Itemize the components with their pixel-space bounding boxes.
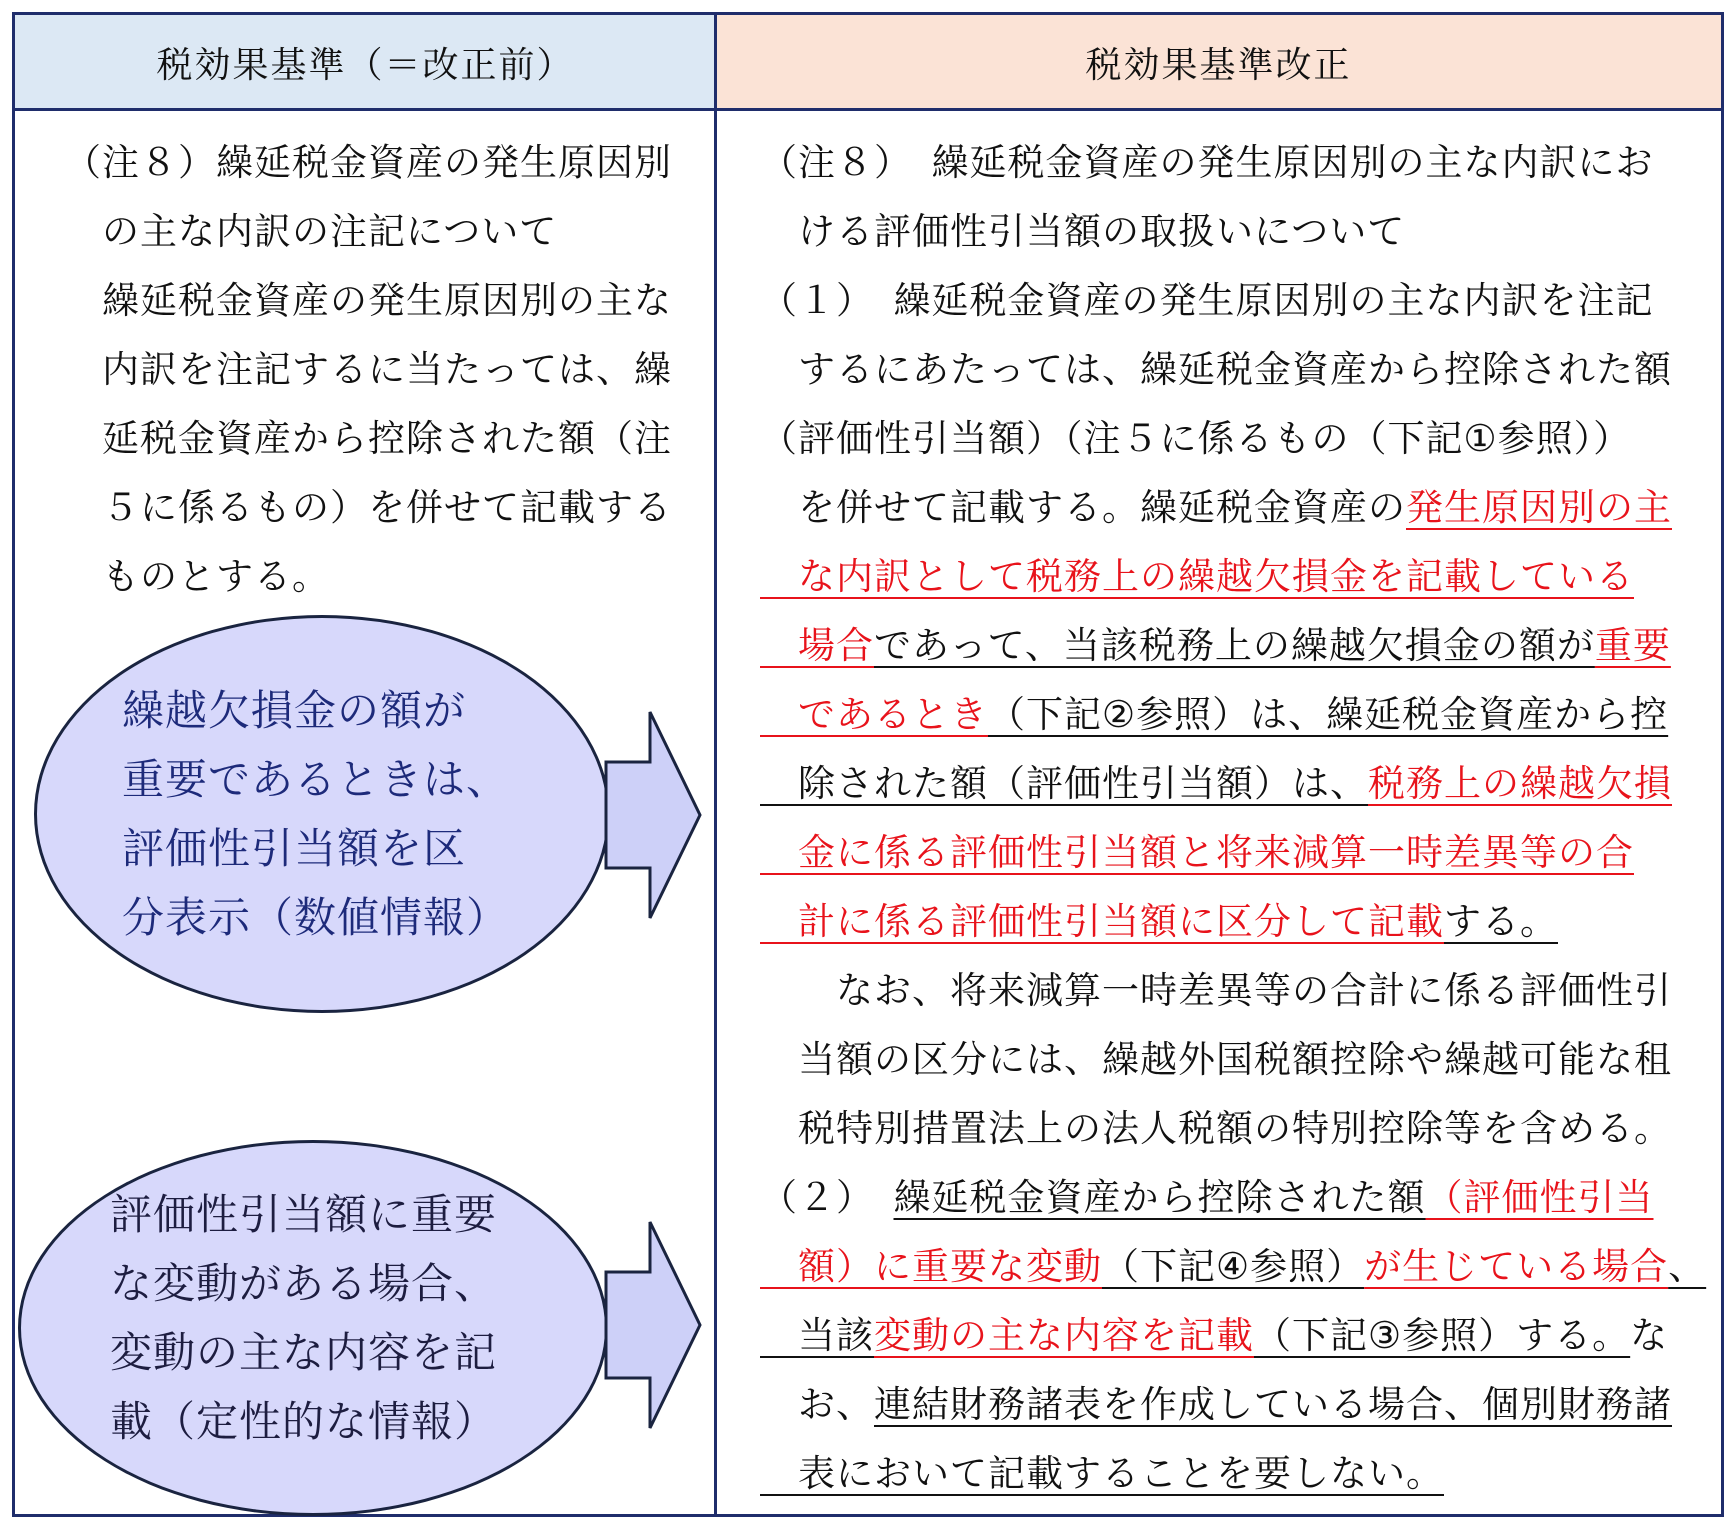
- right-arrow-icon: [604, 710, 704, 920]
- underlined-text: 表において記載することを要しない。: [760, 1452, 1444, 1495]
- underlined-text: （下記④参照）: [1102, 1245, 1365, 1288]
- emphasis-text: が生じている場合: [1364, 1245, 1669, 1288]
- right-line: [760, 1370, 1706, 1439]
- left-line: 内訳を注記するに当たっては、繰: [64, 348, 672, 391]
- loss-carryforward-bubble-text: [122, 676, 509, 952]
- right-line: [760, 887, 1706, 956]
- right-line: [760, 611, 1706, 680]
- underlined-text: 当該: [760, 1314, 874, 1357]
- underlined-text: 連結財務諸表を作成している場合、個別財務諸: [874, 1383, 1672, 1426]
- item1-text: （１） 繰延税金資産の発生原因別の主な内訳を注記: [760, 279, 1654, 322]
- left-note-text: [64, 128, 672, 611]
- underlined-text: （下記③参照）する。: [1254, 1314, 1631, 1357]
- note-text: なお、将来減算一時差異等の合計に係る評価性引: [760, 969, 1672, 1012]
- header-before-revision-label: 税効果基準（＝改正前）: [156, 45, 575, 86]
- note-text: お、: [760, 1383, 874, 1426]
- emphasis-text: 重要: [1594, 624, 1671, 667]
- note-text: 税特別措置法上の法人税額の特別控除等を含める。: [760, 1107, 1672, 1150]
- bubble-line: 評価性引当額に重要: [110, 1190, 498, 1239]
- right-line: [760, 266, 1706, 335]
- emphasis-text: な内訳として税務上の繰越欠損金を記載している: [760, 555, 1634, 598]
- note8-title: （注８） 繰延税金資産の発生原因別の主な内訳にお: [760, 141, 1654, 184]
- item1-text: を併せて記載する。繰延税金資産の: [760, 486, 1406, 529]
- column-divider: [714, 12, 717, 1517]
- valuation-change-bubble-text: [110, 1180, 497, 1456]
- underlined-text: 繰延税金資産から控除された額: [893, 1176, 1426, 1219]
- right-line: [760, 1439, 1706, 1508]
- right-line: [760, 1094, 1706, 1163]
- left-line: 延税金資産から控除された額（注: [64, 417, 672, 460]
- left-line: ５に係るもの）を併せて記載する: [64, 486, 672, 529]
- bubble-line: 載（定性的な情報）: [110, 1397, 498, 1446]
- underlined-text: であって、当該税務上の繰越欠損金の額が: [874, 624, 1595, 667]
- bubble-line: な変動がある場合、: [110, 1259, 498, 1308]
- right-line: [760, 818, 1706, 887]
- emphasis-text: 計に係る評価性引当額に区分して記載: [760, 900, 1444, 943]
- left-line: ものとする。: [64, 555, 330, 598]
- item1-text: （評価性引当額）（注５に係るもの（下記①参照））: [760, 417, 1632, 460]
- bubble-line: 分表示（数値情報）: [122, 893, 510, 942]
- right-line: [760, 749, 1706, 818]
- underlined-text: する。: [1444, 900, 1558, 943]
- emphasis-text: （評価性引当: [1425, 1176, 1654, 1219]
- right-line: [760, 473, 1706, 542]
- emphasis-text: 発生原因別の主: [1406, 486, 1672, 529]
- right-line: [760, 542, 1706, 611]
- right-line: [760, 1163, 1706, 1232]
- right-note-text: [760, 128, 1706, 1508]
- underlined-text: 除された額（評価性引当額）は、: [760, 762, 1368, 805]
- underlined-text: 、: [1668, 1245, 1707, 1288]
- emphasis-text: 額）に重要な変動: [760, 1245, 1102, 1288]
- left-line: 繰延税金資産の発生原因別の主な: [64, 279, 672, 322]
- emphasis-text: 場合: [760, 624, 874, 667]
- emphasis-text: 税務上の繰越欠損: [1368, 762, 1672, 805]
- emphasis-text: 金に係る評価性引当額と将来減算一時差異等の合: [760, 831, 1634, 874]
- right-line: [760, 1232, 1706, 1301]
- right-arrow-icon: [604, 1220, 704, 1430]
- note-text: 当額の区分には、繰越外国税額控除や繰越可能な租: [760, 1038, 1672, 1081]
- bubble-line: 繰越欠損金の額が: [122, 686, 467, 735]
- item2-label: （２）: [760, 1176, 894, 1219]
- bubble-line: 重要であるときは、: [122, 755, 510, 804]
- right-line: [760, 1301, 1706, 1370]
- left-line: の主な内訳の注記について: [64, 210, 558, 253]
- emphasis-text: であるとき: [760, 693, 988, 736]
- note8-title-cont: ける評価性引当額の取扱いについて: [760, 210, 1406, 253]
- item1-text: するにあたっては、繰延税金資産から控除された額: [760, 348, 1672, 391]
- right-line: [760, 680, 1706, 749]
- note-text: な: [1630, 1314, 1669, 1357]
- right-line: [760, 956, 1706, 1025]
- emphasis-text: 変動の主な内容を記載: [874, 1314, 1254, 1357]
- right-line: [760, 335, 1706, 404]
- right-line: [760, 404, 1706, 473]
- bubble-line: 変動の主な内容を記: [110, 1328, 498, 1377]
- right-line: [760, 197, 1706, 266]
- left-line: （注８）繰延税金資産の発生原因別: [64, 141, 672, 184]
- header-divider: [12, 108, 1724, 111]
- header-after-revision-label: 税効果基準改正: [1085, 45, 1352, 86]
- right-line: [760, 1025, 1706, 1094]
- right-line: [760, 128, 1706, 197]
- bubble-line: 評価性引当額を区: [122, 824, 467, 873]
- underlined-text: （下記②参照）は、繰延税金資産から控: [988, 693, 1669, 736]
